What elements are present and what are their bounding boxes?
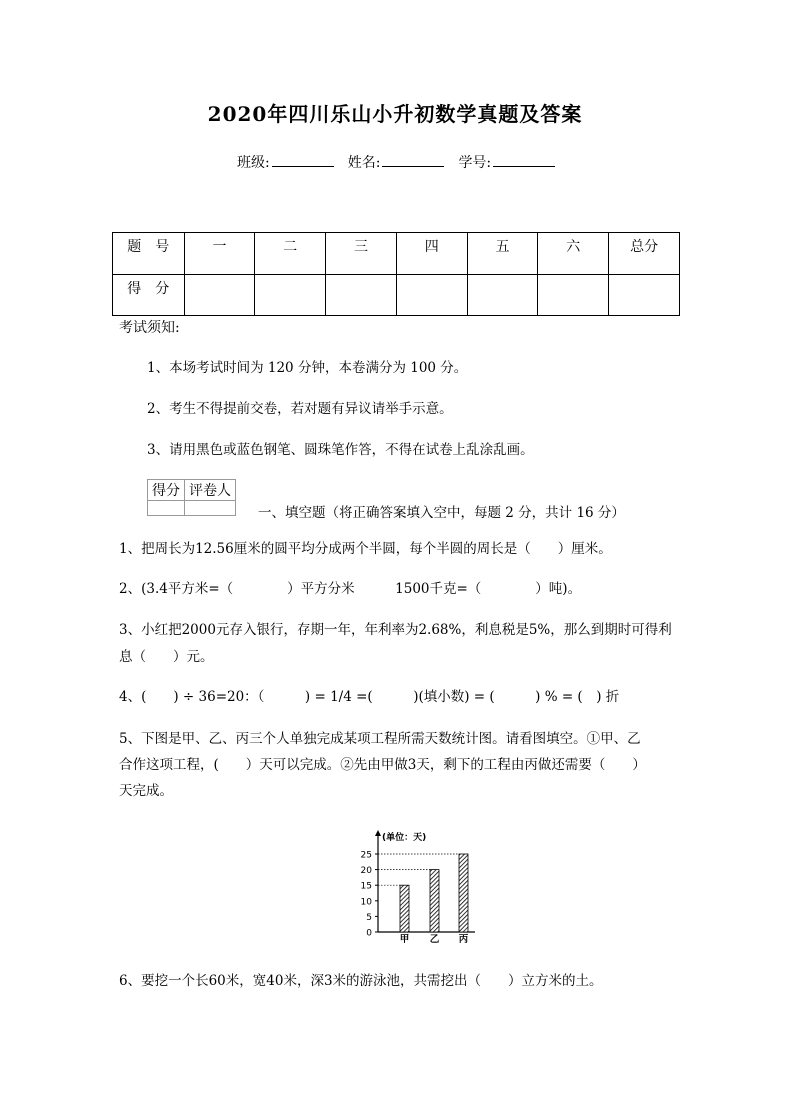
score-entry-cell[interactable] [184,274,255,316]
score-cell: 总分 [609,233,680,275]
category-label: 乙 [429,934,440,945]
class-label: 班级: [237,155,270,171]
question-2: 2、(3.4平方米=（ ）平方分米 1500千克=（ ）吨)。 [119,581,582,597]
y-tick-label: 10 [360,897,372,908]
question-5-line3: 天完成。 [119,783,173,799]
question-1: 1、把周长为12.56厘米的圆平均分成两个半圆，每个半圆的周长是（ ）厘米。 [119,541,612,557]
id-label: 学号: [458,155,492,171]
category-label: 甲 [399,934,410,945]
score-entry-cell[interactable] [609,274,680,316]
student-info [237,152,555,172]
id-field[interactable] [458,152,555,172]
category-label: 丙 [458,934,469,945]
question-4: 4、( ) ÷ 36=20：（ ) = 1/4 =( )(填小数) = ( ) % = ( ) 折 [119,689,620,705]
page-title: 2020年四川乐山小升初数学真题及答案 [207,102,583,126]
question-3-line2: 息（ ）元。 [119,649,214,665]
grader-score-cell[interactable] [148,501,185,516]
score-cell: 二 [255,233,326,275]
question-5-line2: 合作这项工程，( ）天可以完成。②先由甲做3天，剩下的工程由丙做还需要（ ） [119,757,646,773]
score-entry-cell[interactable] [255,274,326,316]
y-axis-arrow-icon [375,830,381,836]
notice-item: 2、考生不得提前交卷，若对题有异议请举手示意。 [147,401,453,417]
y-tick-label: 20 [360,866,372,877]
grader-score-label: 得分 [148,480,185,501]
grader-reviewer-cell[interactable] [185,501,236,516]
y-tick-label: 25 [360,850,372,861]
class-field[interactable] [237,152,334,172]
bar-乙 [430,870,439,932]
name-label: 姓名: [347,155,381,171]
bar-丙 [459,854,468,932]
score-cell: 一 [184,233,255,275]
question-3-line1: 3、小红把2000元存入银行，存期一年，年利率为2.68%，利息税是5%，那么到期时可得利 [119,622,672,638]
score-cell: 四 [396,233,467,275]
score-entry-cell[interactable] [396,274,467,316]
question-6: 6、要挖一个长60米，宽40米，深3米的游泳池，共需挖出（ ）立方米的土。 [119,973,603,989]
notice-heading: 考试须知: [119,320,180,336]
class-blank[interactable] [272,152,334,167]
score-cell: 六 [538,233,609,275]
score-table [112,232,680,316]
score-entry-cell[interactable] [467,274,538,316]
grader-reviewer-label: 评卷人 [185,480,236,501]
workdays-bar-chart [350,828,480,948]
score-entry-cell[interactable] [538,274,609,316]
name-field[interactable] [348,152,445,172]
question-5-line1: 5、下图是甲、乙、丙三个人单独完成某项工程所需天数统计图。请看图填空。①甲、乙 [119,731,641,747]
score-row-label: 得 分 [113,274,185,316]
chart-title: (单位：天) [382,833,427,843]
score-cell: 五 [467,233,538,275]
y-tick-label: 15 [360,881,372,892]
score-cell: 题 号 [113,233,185,275]
bar-甲 [400,885,409,932]
notice-item: 1、本场考试时间为 120 分钟，本卷满分为 100 分。 [147,360,468,376]
grader-table [147,479,236,516]
id-blank[interactable] [493,152,555,167]
score-table-header-row [113,233,680,275]
section-title: 一、填空题（将正确答案填入空中，每题 2 分，共计 16 分） [258,505,625,521]
score-table-score-row [113,274,680,316]
score-entry-cell[interactable] [326,274,397,316]
notice-item: 3、请用黑色或蓝色钢笔、圆珠笔作答，不得在试卷上乱涂乱画。 [147,442,534,458]
y-tick-label: 0 [366,928,372,939]
score-cell: 三 [326,233,397,275]
name-blank[interactable] [382,152,444,167]
y-tick-label: 5 [366,912,372,923]
